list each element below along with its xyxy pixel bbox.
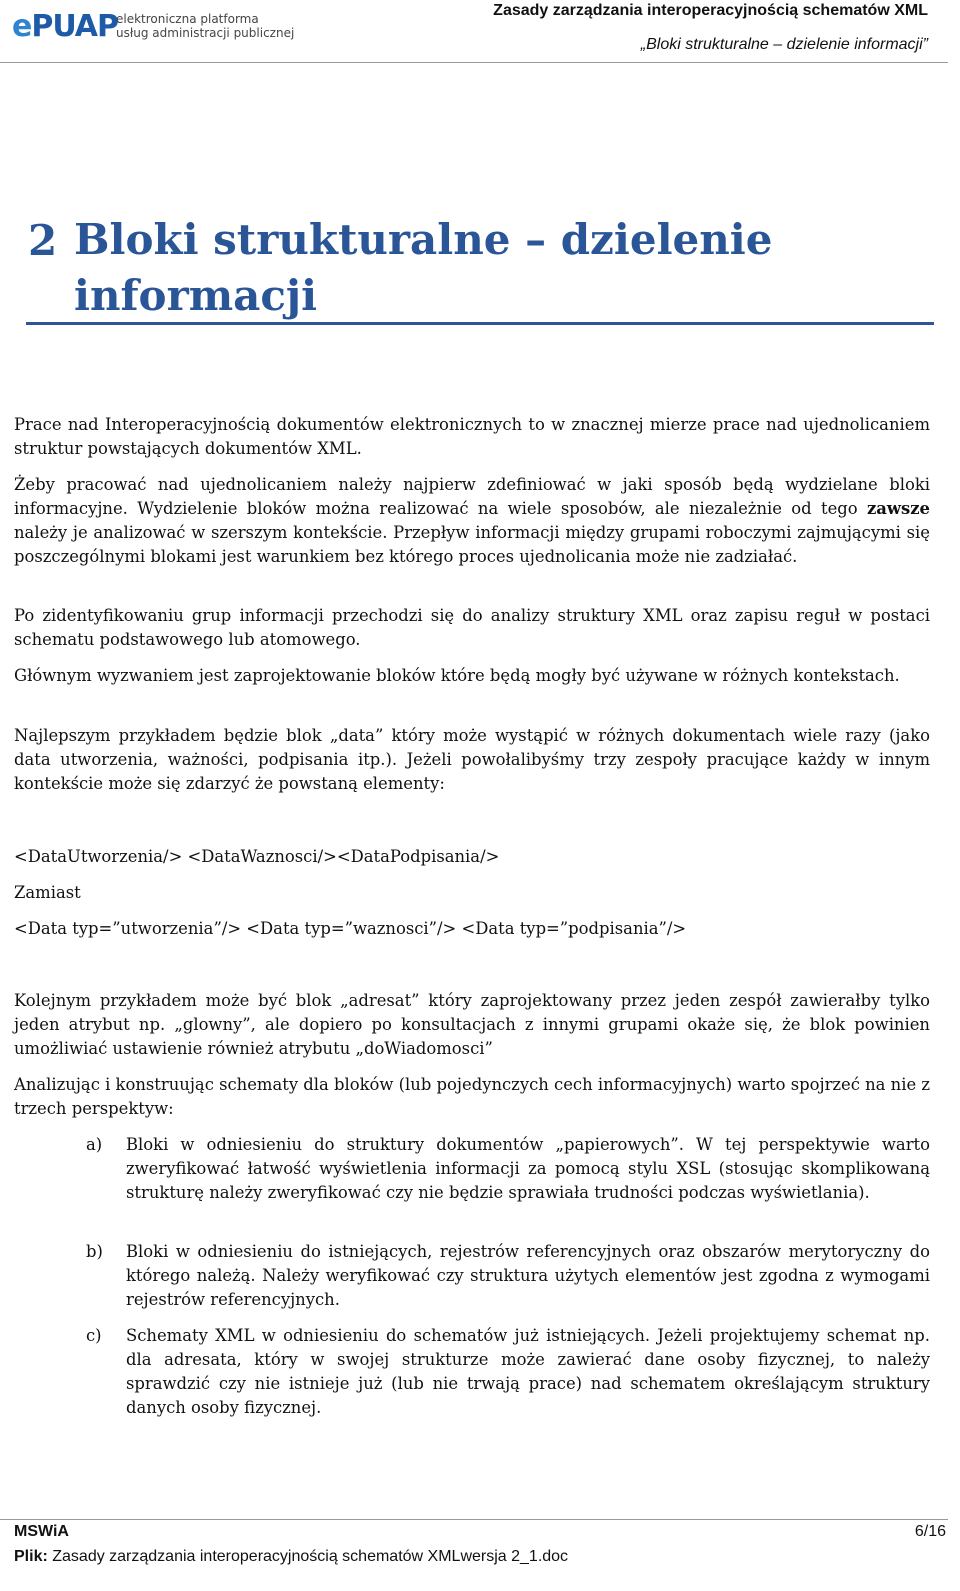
code-example-bad: <DataUtworzenia/> <DataWaznosci/><DataPodpisania/>: [14, 847, 500, 866]
footer-organization: MSWiA: [14, 1523, 69, 1540]
chapter-title: Bloki strukturalne – dzielenie informacji: [74, 215, 773, 320]
list-item-marker: c): [86, 1326, 102, 1345]
list-item-marker: a): [86, 1135, 103, 1154]
paragraph-challenge: Głównym wyzwaniem jest zaprojektowanie bloków które będą mogły być używane w różnych kontekstach.: [14, 666, 900, 685]
code-example-good: <Data typ=”utworzenia”/> <Data typ=”waznosci”/> <Data typ=”podpisania”/>: [14, 919, 687, 938]
footer-file-name: Plik: Zasady zarządzania interoperacyjnością schematów XMLwersja 2_1.doc: [14, 1548, 569, 1565]
paragraph-intro: Prace nad Interoperacyjnością dokumentów elektronicznych to w znacznej mierze prace nad ujednolicaniem struktur powstających dokumentów XML.: [14, 415, 930, 458]
epuap-logo: [12, 10, 302, 44]
paragraph-data-example: Najlepszym przykładem będzie blok „data” który może wystąpić w różnych dokumentach wiele razy (jako data utworzenia, ważności, podpisania itp.). Jeżeli powołalibyśmy trzy zespoły pracujące każdy w innym kontekście może się zdarzyć że powstaną elementy:: [14, 726, 930, 793]
paragraph-adresat-example: Kolejnym przykładem może być blok „adresat” który zaprojektowany przez jeden zespół zawierałby tylko jeden atrybut np. „glowny”, ale dopiero po konsultacjach z innymi grupami okaże się, że blok powinien umożliwiać ustawienie również atrybutu „doWiadomosci”: [14, 991, 930, 1058]
paragraph-blocks: Żeby pracować nad ujednolicaniem należy najpierw zdefiniować w jaki sposób będą wydzielane bloki informacyjne. Wydzielenie bloków można realizować na wiele sposobów, ale niezależnie od tego zawsze należy je analizować w szerszym kontekście. Przepływ informacji między grupami roboczymi zajmującymi się poszczególnymi blokami jest warunkiem bez którego proces ujednolicania może nie zadziałać.: [14, 475, 930, 566]
text-instead: Zamiast: [14, 883, 81, 902]
chapter-number: 2: [28, 216, 58, 265]
page-number: 6/16: [914, 1523, 946, 1540]
logo-tagline: elektroniczna platforma usług administracji publicznej: [116, 12, 295, 40]
paragraph-perspectives: Analizując i konstruując schematy dla bloków (lub pojedynczych cech informacyjnych) warto spojrzeć na nie z trzech perspektyw:: [14, 1075, 931, 1118]
header-document-title: Zasady zarządzania interoperacyjnością schematów XML: [493, 2, 928, 19]
emphasis-zawsze: zawsze: [866, 499, 930, 518]
header-section-title: „Bloki strukturalne – dzielenie informacji”: [640, 36, 928, 53]
list-item: Schematy XML w odniesieniu do schematów już istniejących. Jeżeli projektujemy schemat np. dla adresata, który w swojej strukturze może zawierać dane osoby fizycznej, to należy sprawdzić czy nie istnieje już (lub nie trwają prace) nad schematem określającym struktury danych osoby fizycznej.: [126, 1326, 930, 1417]
chapter-underline: [26, 322, 934, 325]
paragraph-schema: Po zidentyfikowaniu grup informacji przechodzi się do analizy struktury XML oraz zapisu reguł w postaci schematu podstawowego lub atomowego.: [14, 606, 930, 649]
logo-wordmark: ePUAP: [12, 9, 118, 44]
list-item-marker: b): [86, 1242, 103, 1261]
list-item: Bloki w odniesieniu do struktury dokumentów „papierowych”. W tej perspektywie warto zweryfikować łatwość wyświetlenia informacji za pomocą stylu XSL (stosując skomplikowaną strukturę należy zweryfikować czy nie będzie sprawiała trudności podczas wyświetlania).: [126, 1135, 930, 1202]
footer-divider: [0, 1519, 948, 1520]
list-item: Bloki w odniesieniu do istniejących, rejestrów referencyjnych oraz obszarów merytoryczny do którego należą. Należy weryfikować czy struktura użytych elementów jest zgodna z wymogami rejestrów referencyjnych.: [126, 1242, 930, 1309]
header-divider: [0, 62, 948, 63]
